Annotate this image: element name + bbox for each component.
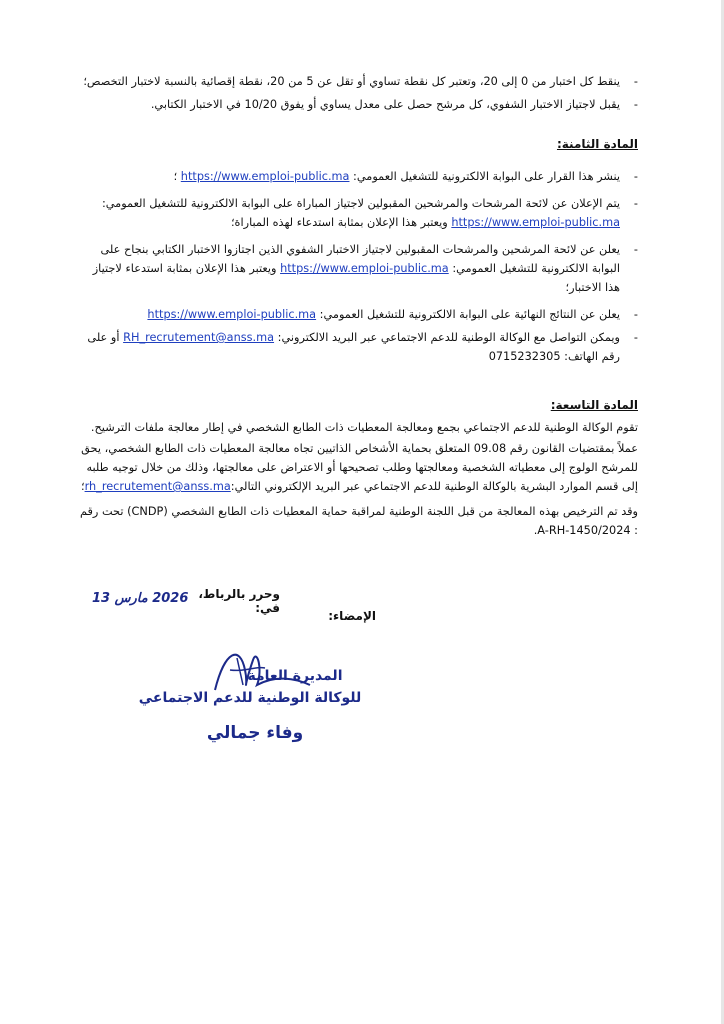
signature-stamp	[138, 640, 362, 750]
item-text: يتم الإعلان عن لائحة المرشحات والمرشحين المقبولين لاجتياز المباراة على البوابة الالكترونية للتشغيل العمومي:	[101, 197, 620, 210]
rh-email-link[interactable]: rh_recrutement@anss.ma	[84, 480, 231, 493]
para-text: عملاً بمقتضيات القانون رقم 09.08 المتعلق بحماية الأشخاص الذاتيين تجاه معالجة المعطيات ذات الطابع الشخصي، يحق للمرشح الولوج إلى معطياته الشخصية ومعالجتها وطلب تصحيحها أو الاعتراض على معالجتها، وذلك من خلال توجيه طلبه إلى قسم الموارد البشرية بالوكالة الوطنية للدعم الاجتماعي عبر البريد الإلكتروني التالي:	[81, 442, 638, 493]
emploi-public-link[interactable]: https://www.emploi-public.ma	[280, 262, 449, 275]
article-9-para-1: تقوم الوكالة الوطنية للدعم الاجتماعي بجمع ومعالجة المعطيات ذات الطابع الشخصي في إطار معالجة ملفات الترشيح.	[90, 421, 638, 434]
contact-email-link[interactable]: RH_recrutement@anss.ma	[123, 331, 275, 344]
emploi-public-link[interactable]: https://www.emploi-public.ma	[147, 308, 317, 321]
item-text: ويمكن التواصل مع الوكالة الوطنية للدعم الاجتماعي عبر البريد الالكتروني:	[274, 331, 620, 344]
item-text: ينشر هذا القرار على البوابة الالكترونية للتشغيل العمومي:	[349, 170, 620, 183]
article-9-heading: المادة التاسعة:	[550, 398, 638, 412]
article-9-para-3: وقد تم الترخيص بهذه المعالجة من قبل اللجنة الوطنية لمراقبة حماية المعطيات ذات الطابع الشخصي (CNDP) تحت رقم : A-RH-1450/2024.	[80, 505, 638, 537]
bullet-oral-admission: - يقبل لاجتياز الاختبار الشفوي، كل مرشح حصل على معدل يساوي أو يفوق 10/20 في الاختبار الكتابي.	[78, 95, 638, 114]
stamp-title: المديرة العامة	[247, 668, 343, 684]
item-text: يعلن عن لائحة المرشحين والمرشحات المقبولين لاجتياز الاختبار الشفوي الذين اجتازوا الاختبار الكتابي بنجاح على البوابة الالكترونية للتشغيل العمومي:	[100, 243, 620, 275]
article-8	[78, 137, 638, 366]
item-text: ويعتبر هذا الإعلان بمثابة استدعاء لهذه المباراة؛	[230, 216, 452, 229]
handwritten-date: 2026 مارس 13	[92, 591, 189, 606]
emploi-public-link[interactable]: https://www.emploi-public.ma	[180, 170, 350, 183]
bullet-scoring: - ينقط كل اختبار من 0 إلى 20، وتعتبر كل نقطة تساوي أو تقل عن 5 من 20، نقطة إقصائية بالنسبة لاختبار التخصص؛	[78, 72, 638, 91]
article-8-heading: المادة الثامنة:	[556, 137, 638, 151]
article-8-item-3	[78, 240, 638, 297]
stamp-agency: للوكالة الوطنية للدعم الاجتماعي	[138, 690, 362, 706]
place-date-label: وحرر بالرباط، في:	[198, 587, 280, 615]
article-8-item-4	[78, 305, 638, 324]
top-bullets	[78, 72, 638, 114]
article-9	[78, 398, 638, 540]
article-8-item-1	[78, 167, 638, 186]
article-8-item-5	[78, 328, 638, 366]
item-text: يعلن عن النتائج النهائية على البوابة الالكترونية للتشغيل العمومي:	[316, 308, 620, 321]
item-text: أو على رقم الهاتف: 0715232305	[87, 331, 620, 363]
item-text: ؛	[173, 170, 181, 183]
article-8-item-2	[78, 194, 638, 232]
emploi-public-link[interactable]: https://www.emploi-public.ma	[451, 216, 620, 229]
signature-label: الإمضاء:	[328, 609, 376, 623]
article-9-para-2	[78, 439, 638, 496]
para-text: ؛	[80, 480, 85, 493]
item-text: ويعتبر هذا الإعلان بمثابة استدعاء لاجتياز هذا الاختبار؛	[92, 262, 620, 294]
stamp-name: وفاء جمالي	[206, 723, 304, 743]
